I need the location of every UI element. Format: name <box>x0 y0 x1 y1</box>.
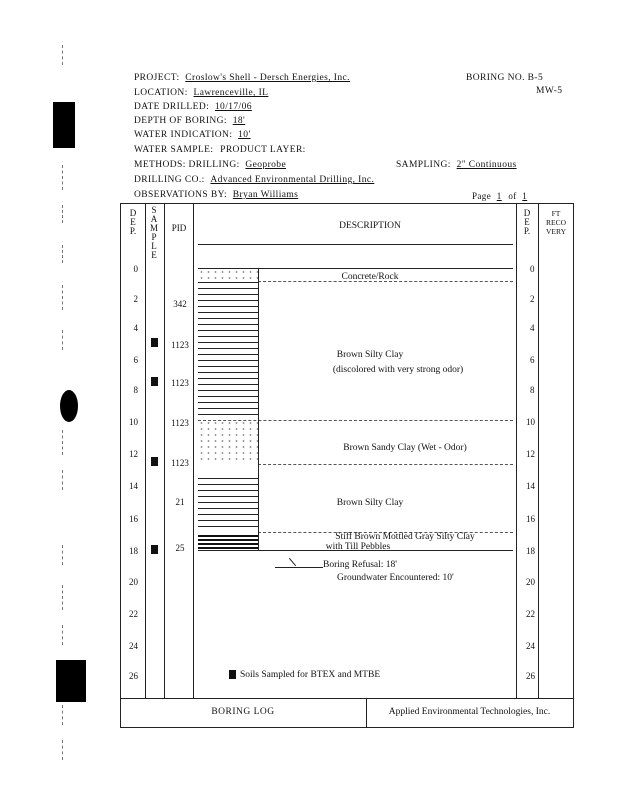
refusal-leader-line <box>289 558 296 566</box>
depth-tick-label-right: 8 <box>530 385 535 395</box>
stratum-description: Brown Sandy Clay (Wet - Odor) <box>343 443 467 453</box>
depth-tick-label-right: 12 <box>526 449 535 459</box>
water-sample-row <box>134 145 306 155</box>
scan-margin-marks <box>62 705 68 725</box>
project-row <box>134 73 350 83</box>
stratum-description: Concrete/Rock <box>341 272 399 282</box>
silty-clay-pattern <box>198 282 258 420</box>
pid-col-right <box>193 203 194 699</box>
scan-margin-marks <box>62 470 68 490</box>
scan-margin-marks <box>62 585 68 610</box>
drilling-co-label: DRILLING CO.: <box>134 175 205 185</box>
depth-right-heading <box>520 209 534 236</box>
depth-row <box>134 116 245 126</box>
desc-col-right <box>516 203 517 699</box>
pid-reading: 1123 <box>171 378 189 388</box>
depth-tick-label: 22 <box>129 609 138 619</box>
project-value: Croslow's Shell - Dersch Energies, Inc. <box>185 73 350 83</box>
stratum-description: Brown Silty Clay <box>336 350 404 360</box>
depth-tick-label-right: 16 <box>526 514 535 524</box>
sandy-clay-pattern <box>198 420 258 464</box>
location-value: Lawrenceville, IL <box>193 88 269 98</box>
sample-marker <box>151 545 158 554</box>
depth-tick-label: 2 <box>133 294 138 304</box>
depth-value: 18' <box>232 116 246 126</box>
sample-marker <box>151 338 158 347</box>
observer-value: Bryan Williams <box>232 190 299 200</box>
recovery-heading <box>540 209 572 236</box>
refusal-note: Boring Refusal: 18' <box>323 560 398 570</box>
depth-tick-label: 6 <box>133 355 138 365</box>
pid-reading: 21 <box>175 497 185 507</box>
drilling-value: Geoprobe <box>245 160 287 170</box>
footer-top-border <box>120 698 574 699</box>
scan-margin-marks <box>62 740 68 760</box>
depth-tick-label: 10 <box>129 417 138 427</box>
legend-sample-marker <box>229 670 236 679</box>
sample-letter: E <box>151 250 157 260</box>
depth-letter-e: E <box>524 217 530 227</box>
of-label: of <box>508 191 517 201</box>
stratum-boundary <box>198 420 513 421</box>
scan-margin-marks <box>62 330 68 350</box>
product-layer-label: PRODUCT LAYER: <box>220 145 306 155</box>
depth-tick-label-right: 2 <box>530 294 535 304</box>
footer-bottom-border <box>120 727 574 728</box>
depth-letter-p: P. <box>129 226 137 236</box>
footer-right-border <box>573 698 574 728</box>
footer-boring-log: BORING LOG <box>211 707 275 717</box>
scan-margin-marks <box>62 625 68 645</box>
pages-value: 1 <box>522 191 528 201</box>
legend-note: Soils Sampled for BTEX and MTBE <box>240 670 381 680</box>
sample-marker <box>151 457 158 466</box>
sample-letter: L <box>151 241 157 251</box>
depth-letter-p: P. <box>523 226 531 236</box>
well-id: MW-5 <box>536 86 563 96</box>
sample-col-left <box>145 203 146 699</box>
depth-tick-label: 4 <box>133 323 138 333</box>
sample-letter: P <box>151 232 157 242</box>
project-label: PROJECT: <box>134 73 180 83</box>
sample-col-heading <box>147 206 161 260</box>
mottled-clay-pattern <box>198 535 258 549</box>
log-right-border <box>573 203 574 699</box>
page-value: 1 <box>496 191 502 201</box>
date-label: DATE DRILLED: <box>134 102 210 112</box>
sampling-row <box>396 160 517 170</box>
depth-tick-label: 16 <box>129 514 138 524</box>
depth-tick-label-right: 22 <box>526 609 535 619</box>
scan-margin-marks <box>62 430 68 455</box>
pid-reading: 25 <box>175 543 185 553</box>
depth-letter-d: D <box>523 208 531 218</box>
methods-row <box>134 160 286 170</box>
depth-tick-label: 12 <box>129 449 138 459</box>
water-value: 10' <box>238 130 251 140</box>
sampling-label: SAMPLING: <box>396 160 451 170</box>
sample-letter: S <box>151 205 157 215</box>
recovery-line: VERY <box>545 227 566 236</box>
stratum-description: Stiff Brown Mottled Gray Silty Clay <box>335 532 475 542</box>
footer-company: Applied Environmental Technologies, Inc. <box>388 707 551 717</box>
depth-tick-label: 18 <box>129 546 138 556</box>
water-label: WATER INDICATION: <box>134 130 233 140</box>
depth-tick-label-right: 6 <box>530 355 535 365</box>
scan-black-tab <box>56 660 86 702</box>
sample-letter: M <box>149 223 158 233</box>
boring-no-value: B-5 <box>527 73 544 83</box>
date-value: 10/17/06 <box>214 102 252 112</box>
drilling-co-row <box>134 175 374 185</box>
groundwater-note: Groundwater Encountered: 10' <box>337 573 454 583</box>
depth-tick-label-right: 26 <box>526 671 535 681</box>
refusal-leader-line <box>275 567 323 568</box>
recovery-line: FT <box>551 209 561 218</box>
silty-clay-pattern-2 <box>198 478 258 532</box>
depth-tick-label-right: 14 <box>526 481 535 491</box>
sampling-value: 2" Continuous <box>456 160 517 170</box>
depth-tick-label-right: 4 <box>530 323 535 333</box>
depth-tick-label: 26 <box>129 671 138 681</box>
observations-row <box>134 190 298 200</box>
depth-tick-label-right: 24 <box>526 641 535 651</box>
depth-tick-label-right: 18 <box>526 546 535 556</box>
depth-label: DEPTH OF BORING: <box>134 116 227 126</box>
pid-reading: 1123 <box>171 340 189 350</box>
sample-col-right <box>164 203 165 699</box>
pid-reading: 1123 <box>171 418 189 428</box>
depth-tick-label: 8 <box>133 385 138 395</box>
depth-tick-label: 20 <box>129 577 138 587</box>
sample-marker <box>151 377 158 386</box>
recovery-line: RECO <box>545 218 566 227</box>
observations-label: OBSERVATIONS BY: <box>134 190 228 200</box>
scan-margin-marks <box>62 245 68 263</box>
stratum-boundary <box>258 464 513 465</box>
drilling-co-value: Advanced Environmental Drilling, Inc. <box>210 175 375 185</box>
log-top-border <box>120 203 574 204</box>
depth-tick-label: 24 <box>129 641 138 651</box>
header-underline <box>198 244 513 245</box>
stratum-description: Brown Silty Clay <box>336 498 404 508</box>
stratum-description: (discolored with very strong odor) <box>332 365 464 375</box>
scan-margin-marks <box>62 205 68 223</box>
depth-tick-label: 0 <box>133 264 138 274</box>
boring-no-label: BORING NO. <box>466 73 525 83</box>
scan-margin-marks <box>62 45 68 65</box>
scan-black-tab <box>53 102 75 148</box>
location-row <box>134 88 268 98</box>
scan-margin-marks <box>62 545 68 565</box>
depth-tick-label-right: 20 <box>526 577 535 587</box>
boring-no-row <box>466 73 543 83</box>
depth-col-heading <box>126 209 140 236</box>
scan-margin-marks <box>62 165 68 190</box>
description-heading: DESCRIPTION <box>339 221 401 231</box>
pid-heading: PID <box>171 223 187 233</box>
concrete-pattern <box>198 269 258 281</box>
depth-tick-label-right: 10 <box>526 417 535 427</box>
scan-black-tab <box>60 390 78 422</box>
stratum-description: with Till Pebbles <box>325 542 391 552</box>
water-sample-label: WATER SAMPLE: <box>134 145 214 155</box>
depth-letter-d: D <box>129 208 137 218</box>
page-count <box>472 191 527 201</box>
location-label: LOCATION: <box>134 88 188 98</box>
date-row <box>134 102 252 112</box>
scan-margin-marks <box>62 285 68 310</box>
depth-tick-label: 14 <box>129 481 138 491</box>
depth-letter-e: E <box>130 217 136 227</box>
page-label: Page <box>472 191 492 201</box>
pid-reading: 1123 <box>171 458 189 468</box>
soil-col-right <box>258 269 259 551</box>
water-row <box>134 130 251 140</box>
depth-tick-label-right: 0 <box>530 264 535 274</box>
pid-reading: 342 <box>173 299 187 309</box>
methods-label: METHODS: DRILLING: <box>134 160 240 170</box>
sample-letter: A <box>150 214 158 224</box>
